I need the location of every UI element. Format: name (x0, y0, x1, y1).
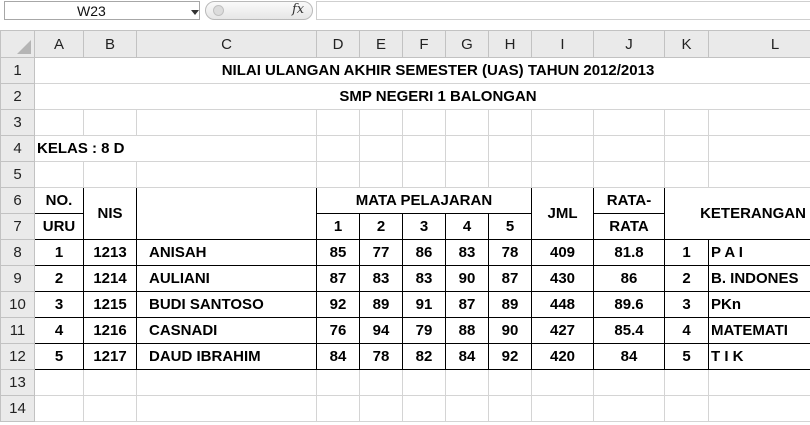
score[interactable]: 92 (317, 292, 360, 318)
cell[interactable] (84, 370, 137, 396)
row-header[interactable]: 11 (1, 318, 35, 344)
cell[interactable] (532, 110, 594, 136)
table-row (1, 292, 810, 318)
column-header-d[interactable]: D (317, 31, 360, 58)
score[interactable]: 83 (446, 240, 489, 266)
keterangan-subject[interactable]: T I K (709, 344, 810, 370)
column-header-h[interactable]: H (489, 31, 532, 58)
cell[interactable] (532, 162, 594, 188)
header-rata-line2[interactable]: RATA (594, 214, 665, 240)
row-header[interactable]: 10 (1, 292, 35, 318)
score[interactable]: 86 (403, 240, 446, 266)
cell[interactable] (709, 110, 810, 136)
cell[interactable] (446, 370, 489, 396)
school-name[interactable]: SMP NEGERI 1 BALONGAN (35, 84, 810, 110)
header-no-line1[interactable]: NO. (35, 188, 84, 214)
student-nis[interactable]: 1214 (84, 266, 137, 292)
cell[interactable] (489, 136, 532, 162)
keterangan-no[interactable]: 4 (665, 318, 709, 344)
student-rata[interactable]: 81.8 (594, 240, 665, 266)
keterangan-no[interactable]: 5 (665, 344, 709, 370)
header-subject[interactable]: 1 (317, 214, 360, 240)
column-header-a[interactable]: A (35, 31, 84, 58)
student-nis[interactable]: 1213 (84, 240, 137, 266)
score[interactable]: 78 (360, 344, 403, 370)
score[interactable]: 87 (446, 292, 489, 318)
cell[interactable] (709, 136, 810, 162)
cell[interactable] (317, 396, 360, 422)
cell[interactable] (137, 396, 317, 422)
cell[interactable] (35, 396, 84, 422)
score[interactable]: 83 (360, 266, 403, 292)
name-box-value: W23 (77, 3, 106, 19)
score[interactable]: 84 (317, 344, 360, 370)
chevron-down-icon[interactable] (191, 10, 199, 15)
sheet-title[interactable]: NILAI ULANGAN AKHIR SEMESTER (UAS) TAHUN 2012/2013 (35, 58, 810, 84)
student-name[interactable]: DAUD IBRAHIM (137, 344, 317, 370)
column-header-i[interactable]: I (532, 31, 594, 58)
cell[interactable] (360, 110, 403, 136)
keterangan-subject[interactable]: B. INDONES (709, 266, 810, 292)
cell[interactable] (709, 396, 810, 422)
cell[interactable] (489, 110, 532, 136)
cell[interactable] (137, 162, 317, 188)
keterangan-no[interactable]: 3 (665, 292, 709, 318)
score[interactable]: 82 (403, 344, 446, 370)
select-all-icon (17, 40, 31, 54)
header-subject[interactable]: 3 (403, 214, 446, 240)
column-header-b[interactable]: B (84, 31, 137, 58)
cell[interactable] (489, 370, 532, 396)
row-header[interactable]: 5 (1, 162, 35, 188)
row-header[interactable]: 1 (1, 58, 35, 84)
column-header-e[interactable]: E (360, 31, 403, 58)
cell[interactable] (594, 162, 665, 188)
header-nis[interactable]: NIS (84, 188, 137, 240)
score[interactable]: 92 (489, 344, 532, 370)
cell[interactable] (403, 110, 446, 136)
cell[interactable] (35, 370, 84, 396)
student-name[interactable]: CASNADI (137, 318, 317, 344)
student-nis[interactable]: 1217 (84, 344, 137, 370)
row-header[interactable]: 3 (1, 110, 35, 136)
cell[interactable] (35, 110, 84, 136)
table-row (1, 344, 810, 370)
score[interactable]: 77 (360, 240, 403, 266)
cell[interactable] (709, 162, 810, 188)
keterangan-no[interactable]: 2 (665, 266, 709, 292)
score[interactable]: 91 (403, 292, 446, 318)
score[interactable]: 89 (489, 292, 532, 318)
row-header[interactable]: 6 (1, 188, 35, 214)
cell[interactable] (709, 370, 810, 396)
cell[interactable] (137, 370, 317, 396)
column-header-l[interactable]: L (709, 31, 810, 58)
row-header[interactable]: 8 (1, 240, 35, 266)
cell[interactable] (137, 110, 317, 136)
score[interactable]: 85 (317, 240, 360, 266)
student-name[interactable]: AULIANI (137, 266, 317, 292)
header-name[interactable] (137, 188, 317, 240)
cell[interactable] (532, 136, 594, 162)
column-header-j[interactable]: J (594, 31, 665, 58)
score[interactable]: 87 (317, 266, 360, 292)
cell[interactable] (594, 370, 665, 396)
score[interactable]: 78 (489, 240, 532, 266)
cell[interactable] (317, 162, 360, 188)
row-header[interactable]: 14 (1, 396, 35, 422)
row-header[interactable]: 9 (1, 266, 35, 292)
score[interactable]: 83 (403, 266, 446, 292)
header-subject[interactable]: 4 (446, 214, 489, 240)
cell[interactable] (665, 396, 709, 422)
student-jml[interactable]: 420 (532, 344, 594, 370)
score[interactable]: 94 (360, 318, 403, 344)
student-jml[interactable]: 427 (532, 318, 594, 344)
cell[interactable] (35, 162, 84, 188)
cell[interactable] (446, 110, 489, 136)
cell[interactable] (360, 396, 403, 422)
cell[interactable] (360, 162, 403, 188)
column-header-c[interactable]: C (137, 31, 317, 58)
student-name[interactable]: ANISAH (137, 240, 317, 266)
header-subject[interactable]: 5 (489, 214, 532, 240)
header-rata-line1[interactable]: RATA- (594, 188, 665, 214)
cell[interactable] (360, 370, 403, 396)
student-no[interactable]: 5 (35, 344, 84, 370)
student-nis[interactable]: 1216 (84, 318, 137, 344)
score[interactable]: 89 (360, 292, 403, 318)
cell[interactable] (317, 110, 360, 136)
insert-function-button[interactable]: fx (292, 2, 305, 17)
name-box[interactable] (4, 1, 200, 20)
spreadsheet-grid (0, 30, 810, 422)
formula-bar (0, 0, 810, 23)
score[interactable]: 88 (446, 318, 489, 344)
header-jml[interactable]: JML (532, 188, 594, 240)
cell[interactable] (594, 136, 665, 162)
cell[interactable] (403, 136, 446, 162)
header-keterangan[interactable]: KETERANGAN (665, 188, 810, 240)
student-jml[interactable]: 409 (532, 240, 594, 266)
student-rata[interactable]: 84 (594, 344, 665, 370)
cell[interactable] (360, 136, 403, 162)
cell[interactable] (489, 396, 532, 422)
student-no[interactable]: 3 (35, 292, 84, 318)
cell[interactable] (317, 370, 360, 396)
keterangan-subject[interactable]: MATEMATI (709, 318, 810, 344)
student-rata[interactable]: 85.4 (594, 318, 665, 344)
cell[interactable] (446, 162, 489, 188)
score[interactable]: 90 (446, 266, 489, 292)
header-mata-pelajaran[interactable]: MATA PELAJARAN (317, 188, 532, 214)
student-no[interactable]: 4 (35, 318, 84, 344)
score[interactable]: 79 (403, 318, 446, 344)
header-subject[interactable]: 2 (360, 214, 403, 240)
cell[interactable] (403, 162, 446, 188)
cell[interactable] (665, 370, 709, 396)
student-rata[interactable]: 86 (594, 266, 665, 292)
column-header-f[interactable]: F (403, 31, 446, 58)
cell[interactable] (665, 136, 709, 162)
row-header[interactable]: 7 (1, 214, 35, 240)
table-row (1, 240, 810, 266)
cell[interactable] (532, 396, 594, 422)
student-jml[interactable]: 448 (532, 292, 594, 318)
resize-handle-icon[interactable] (213, 5, 224, 16)
keterangan-subject[interactable]: PKn (709, 292, 810, 318)
score[interactable]: 90 (489, 318, 532, 344)
cell[interactable] (446, 136, 489, 162)
student-name[interactable]: BUDI SANTOSO (137, 292, 317, 318)
score[interactable]: 87 (489, 266, 532, 292)
cell[interactable] (403, 396, 446, 422)
cell[interactable] (489, 162, 532, 188)
select-all-corner[interactable] (1, 31, 35, 58)
cell[interactable] (84, 396, 137, 422)
student-rata[interactable]: 89.6 (594, 292, 665, 318)
student-no[interactable]: 1 (35, 240, 84, 266)
formula-controls (205, 1, 313, 20)
student-no[interactable]: 2 (35, 266, 84, 292)
student-jml[interactable]: 430 (532, 266, 594, 292)
table-row (1, 318, 810, 344)
class-label[interactable]: KELAS : 8 D (35, 136, 317, 162)
cell[interactable] (403, 370, 446, 396)
cell[interactable] (594, 396, 665, 422)
row-header[interactable]: 4 (1, 136, 35, 162)
cell[interactable] (317, 136, 360, 162)
keterangan-no[interactable]: 1 (665, 240, 709, 266)
cell[interactable] (594, 110, 665, 136)
student-nis[interactable]: 1215 (84, 292, 137, 318)
cell[interactable] (84, 110, 137, 136)
keterangan-subject[interactable]: P A I (709, 240, 810, 266)
column-header-g[interactable]: G (446, 31, 489, 58)
row-header[interactable]: 13 (1, 370, 35, 396)
row-header[interactable]: 12 (1, 344, 35, 370)
column-header-k[interactable]: K (665, 31, 709, 58)
row-header[interactable]: 2 (1, 84, 35, 110)
cell[interactable] (446, 396, 489, 422)
cell[interactable] (665, 110, 709, 136)
score[interactable]: 84 (446, 344, 489, 370)
score[interactable]: 76 (317, 318, 360, 344)
header-no-line2[interactable]: URU (35, 214, 84, 240)
cell[interactable] (84, 162, 137, 188)
cell[interactable] (532, 370, 594, 396)
formula-input[interactable] (316, 1, 810, 20)
table-row (1, 266, 810, 292)
cell[interactable] (665, 162, 709, 188)
